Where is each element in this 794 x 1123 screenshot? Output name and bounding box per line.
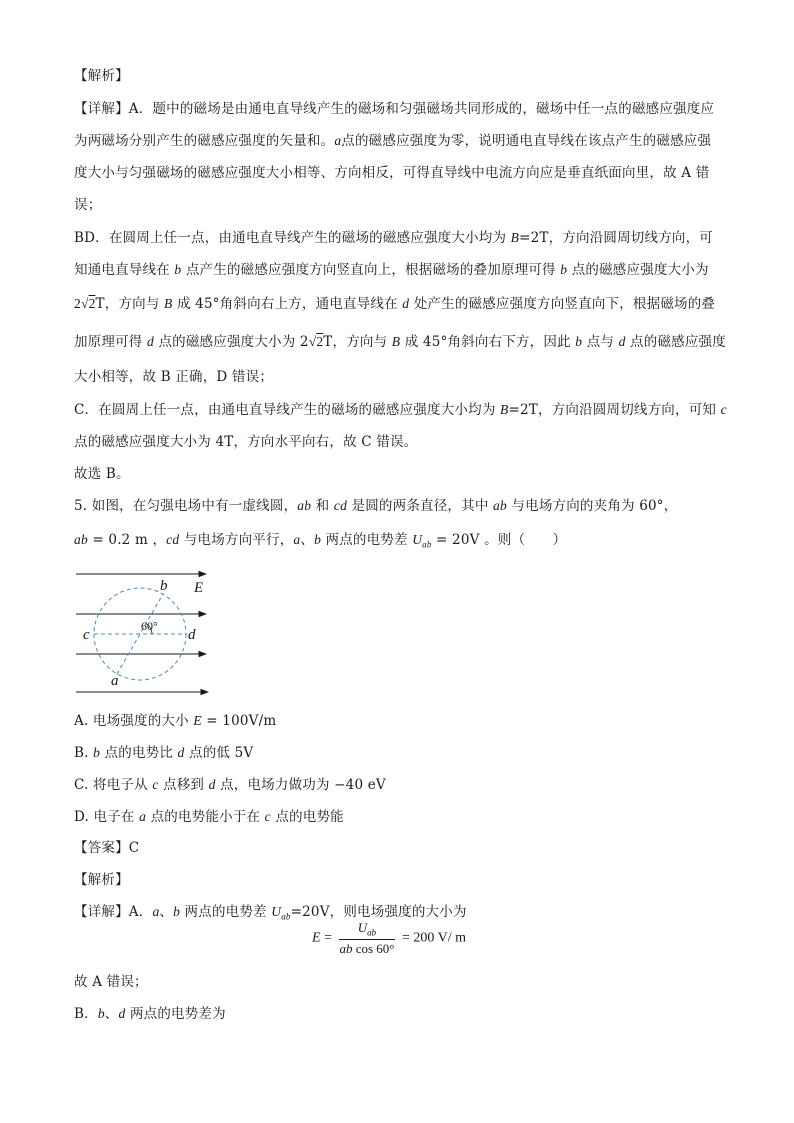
detail-line-9: 大小相等，故 B 正确，D 错误； bbox=[74, 369, 274, 385]
detail-line-5: BD．在圆周上任一点，由通电直导线产生的磁场的磁感应强度大小均为 B=2T，方向沿圆周切线方向，可 bbox=[74, 230, 713, 246]
detail-line-2: 为两磁场分别产生的磁感应强度的矢量和。a点的磁感应强度为零，说明通电直导线在该点产生的磁感应强 bbox=[74, 133, 712, 149]
answer-line: 【答案】C bbox=[74, 840, 140, 856]
detail-line-3: 度大小与匀强磁场的磁感应强度大小相等、方向相反，可得直导线中电流方向应是垂直纸面向里，故 A 错 bbox=[74, 165, 710, 181]
field-strength-formula: E = $\frac{U_{ab}}{\text{ab cos 60°}}$ = 200 V/ m bbox=[312, 920, 467, 956]
question-5-line-2: ab = 0.2 m ，cd 与电场方向平行，a、b 两点的电势差 $U_{ab} = 20V$ 。则（ ） bbox=[74, 532, 567, 550]
detail-2-line-1: 【详解】A．a、b 两点的电势差 $U_{ab}=20V$，则电场强度的大小为 bbox=[74, 904, 467, 922]
detail-2-line-3: B．b、d 两点的电势差为 bbox=[74, 1006, 226, 1022]
detail-line-6: 知通电直导线在 b 点产生的磁感应强度方向竖直向上，根据磁场的叠加原理可得 b 点的磁感应强度大小为 bbox=[74, 262, 709, 278]
analysis-heading-2: 【解析】 bbox=[74, 872, 129, 888]
sqrt-symbol: √2 bbox=[80, 296, 96, 311]
question-5-line-1: 5. 如图，在匀强电场中有一虚线圆，ab 和 cd 是圆的两条直径，其中 ab 与电场方向的夹角为 60°， bbox=[74, 498, 678, 514]
option-b: B. b 点的电势比 d 点的低 5V bbox=[74, 745, 254, 761]
option-c: C. 将电子从 c 点移到 d 点，电场力做功为 −40 eV bbox=[74, 777, 386, 793]
label-d: d bbox=[188, 627, 196, 643]
detail-line-8: 加原理可得 d 点的磁感应强度大小为 2√2T，方向与 B 成 45°角斜向右下方，因此 b 点与 d 点的磁感应强度 bbox=[74, 334, 726, 350]
label-c: c bbox=[83, 627, 90, 643]
label-a: a bbox=[111, 673, 119, 689]
detail-line-10: C．在圆周上任一点，由通电直导线产生的磁场的磁感应强度大小均为 B=2T，方向沿圆周切线方向，可知 c bbox=[74, 402, 727, 418]
detail-2-line-2: 故 A 错误； bbox=[74, 974, 148, 990]
option-a: A. 电场强度的大小 E = 100V/m bbox=[74, 713, 277, 729]
label-E: E bbox=[194, 580, 204, 596]
sqrt-symbol: √2 bbox=[308, 334, 324, 349]
conclusion-line: 故选 B。 bbox=[74, 466, 130, 482]
label-angle: 60° bbox=[141, 619, 158, 633]
analysis-heading: 【解析】 bbox=[74, 68, 129, 84]
detail-line-4: 误； bbox=[74, 197, 102, 213]
option-d: D. 电子在 a 点的电势能小于在 c 点的电势能 bbox=[74, 809, 344, 825]
detail-line-7: 2√2T，方向与 B 成 45°角斜向右上方，通电直导线在 d 处产生的磁感应强度方向竖直向下，根据磁场的叠 bbox=[74, 296, 716, 312]
fraction: $\frac{U_{ab}}{\text{ab cos 60°}}$ bbox=[339, 920, 395, 956]
electric-field-diagram bbox=[70, 568, 220, 700]
label-b: b bbox=[160, 578, 168, 594]
detail-line-11: 点的磁感应强度大小为 4T，方向水平向右，故 C 错误。 bbox=[74, 434, 418, 450]
detail-line-1: 【详解】A．题中的磁场是由通电直导线产生的磁场和匀强磁场共同形成的，磁场中任一点的磁感应强度应 bbox=[74, 101, 715, 117]
field-circle-figure bbox=[70, 568, 220, 700]
